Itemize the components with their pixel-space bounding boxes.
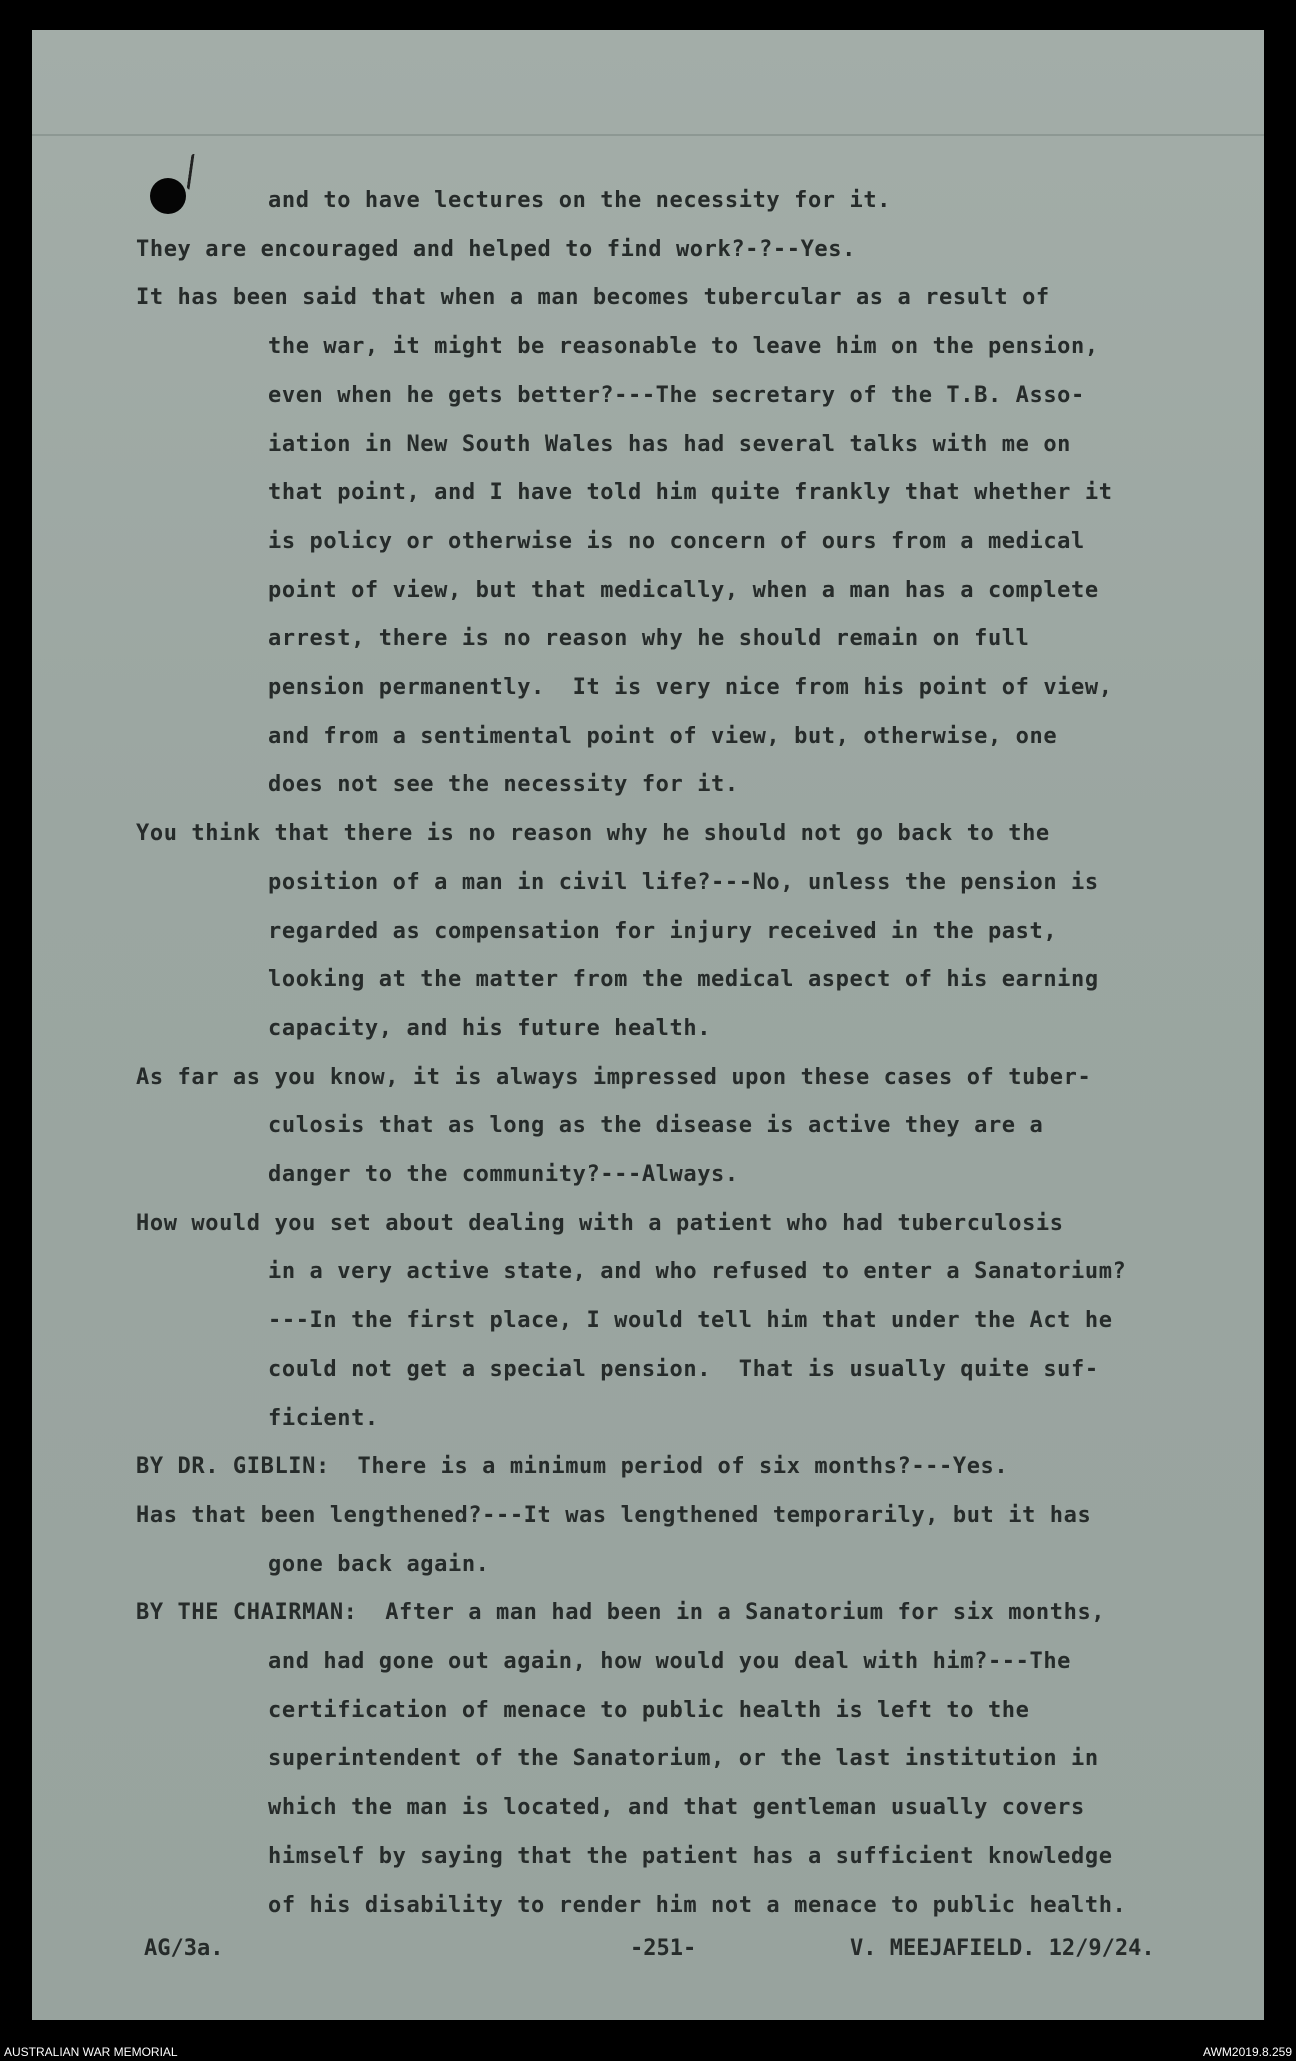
- document-page: [32, 30, 1264, 2020]
- transcript-line: superintendent of the Sanatorium, or the last institution in: [268, 1746, 1099, 1772]
- transcript-line: even when he gets better?---The secretary of the T.B. Asso-: [268, 382, 1085, 408]
- transcript-line: point of view, but that medically, when a man has a complete: [268, 577, 1099, 603]
- transcript-line: ficient.: [268, 1405, 379, 1431]
- transcript-line: is policy or otherwise is no concern of ours from a medical: [268, 528, 1085, 554]
- transcript-line: and to have lectures on the necessity for it.: [268, 188, 892, 213]
- transcript-line: BY DR. GIBLIN: There is a minimum period of six months?---Yes.: [136, 1454, 1009, 1480]
- transcript-line: arrest, there is no reason why he should remain on full: [268, 626, 1030, 652]
- transcript-line: which the man is located, and that gentleman usually covers: [268, 1795, 1085, 1821]
- transcript-line: culosis that as long as the disease is active they are a: [268, 1113, 1044, 1139]
- transcript-line: danger to the community?---Always.: [268, 1162, 739, 1187]
- transcript-line: position of a man in civil life?---No, unless the pension is: [268, 869, 1099, 895]
- transcript-line: How would you set about dealing with a patient who had tuberculosis: [136, 1210, 1064, 1236]
- footer-page-number: -251-: [630, 1936, 697, 1961]
- transcript-line: looking at the matter from the medical aspect of his earning: [268, 967, 1099, 993]
- transcript-line: pension permanently. It is very nice from his point of view,: [268, 675, 1113, 700]
- transcript-line: capacity, and his future health.: [268, 1015, 712, 1041]
- transcript-line: himself by saying that the patient has a sufficient knowledge: [268, 1843, 1113, 1869]
- transcript-line: regarded as compensation for injury received in the past,: [268, 918, 1058, 944]
- footer-witness-date: V. MEEJAFIELD. 12/9/24.: [850, 1936, 1155, 1961]
- ink-mark: [187, 154, 201, 191]
- transcript-line: You think that there is no reason why he should not go back to the: [136, 821, 1050, 847]
- transcript-line: ---In the first place, I would tell him that under the Act he: [268, 1308, 1113, 1334]
- transcript-line: It has been said that when a man becomes tubercular as a result of: [136, 285, 1050, 311]
- transcript-line: and had gone out again, how would you deal with him?---The: [268, 1649, 1072, 1674]
- transcript-line: that point, and I have told him quite frankly that whether it: [268, 480, 1113, 506]
- transcript-line: gone back again.: [268, 1551, 490, 1577]
- transcript-line: Has that been lengthened?---It was lengthened temporarily, but it has: [136, 1502, 1092, 1528]
- transcript-line: BY THE CHAIRMAN: After a man had been in a Sanatorium for six months,: [136, 1600, 1106, 1626]
- archive-caption: AUSTRALIAN WAR MEMORIAL: [4, 2045, 178, 2059]
- transcript-line: and from a sentimental point of view, but, otherwise, one: [268, 723, 1058, 749]
- transcript-line: the war, it might be reasonable to leave him on the pension,: [268, 334, 1099, 360]
- transcript-line: does not see the necessity for it.: [268, 772, 739, 798]
- transcript-line: certification of menace to public health is left to the: [268, 1697, 1030, 1723]
- transcript-line: could not get a special pension. That is usually quite suf-: [268, 1356, 1099, 1382]
- page-fold-line: [32, 134, 1264, 136]
- transcript-line: iation in New South Wales has had several talks with me on: [268, 431, 1072, 457]
- transcript-line: As far as you know, it is always impressed upon these cases of tuber-: [136, 1064, 1092, 1090]
- transcript-line: in a very active state, and who refused to enter a Sanatorium?: [268, 1259, 1127, 1285]
- footer-reference: AG/3a.: [144, 1936, 224, 1961]
- transcript-line: They are encouraged and helped to find work?-?--Yes.: [136, 236, 856, 262]
- transcript-line: of his disability to render him not a menace to public health.: [268, 1892, 1127, 1918]
- archive-reference: AWM2019.8.259: [1203, 2045, 1292, 2059]
- punch-hole: [150, 178, 186, 214]
